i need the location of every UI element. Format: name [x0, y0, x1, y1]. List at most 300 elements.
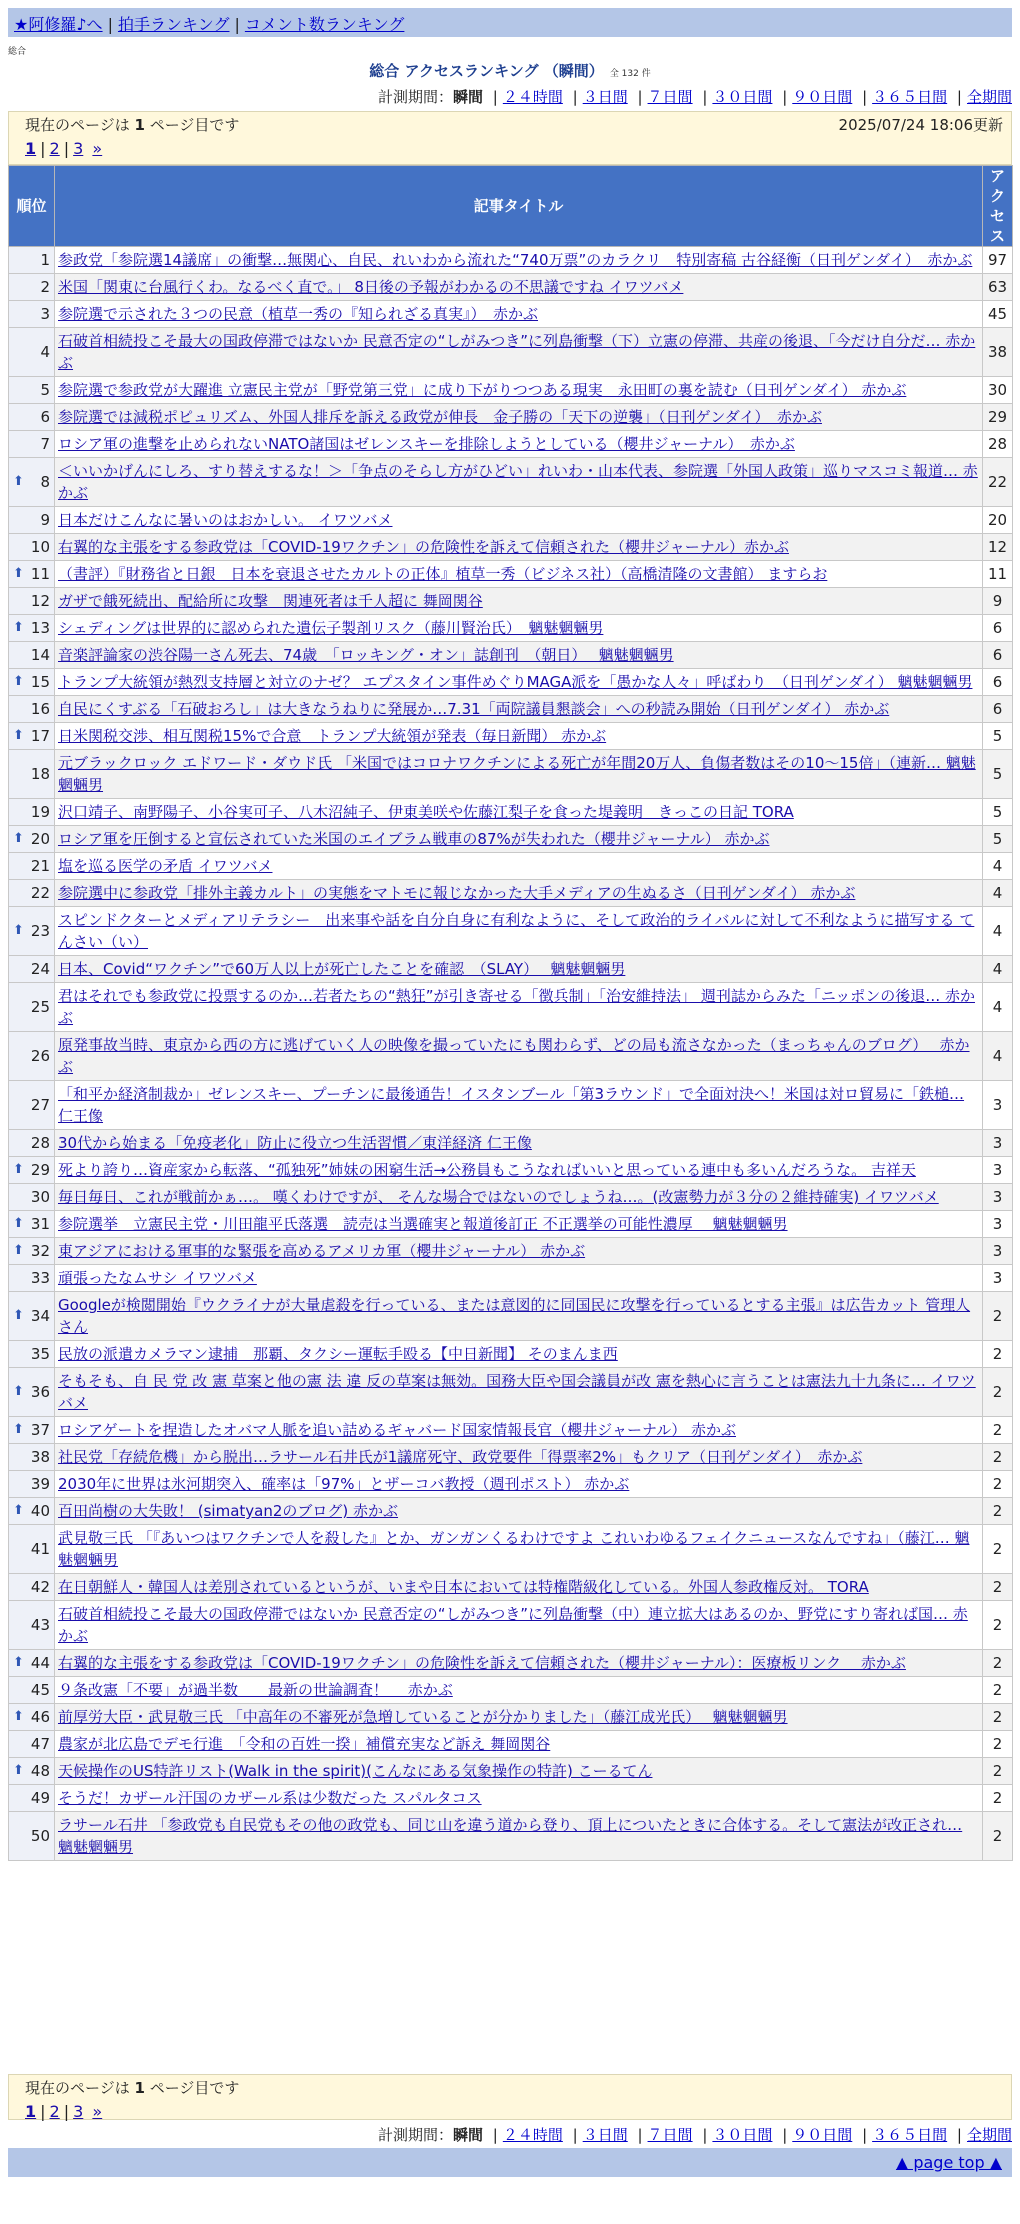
rank-up-arrow-icon: ⬆ [13, 1655, 24, 1670]
nav-link-asyura[interactable]: ★阿修羅♪へ [14, 15, 103, 34]
access-count: 5 [983, 826, 1013, 853]
pager-page-3[interactable]: 3 [73, 139, 84, 158]
rank-cell [9, 1292, 55, 1341]
access-count: 3 [983, 1130, 1013, 1157]
period-90d[interactable]: ９０日間 [792, 2126, 853, 2144]
article-link[interactable]: 塩を巡る医学の矛盾 イワツバメ [58, 857, 273, 875]
rank-cell [9, 853, 55, 880]
nav-separator: | [234, 15, 240, 34]
rank-cell [9, 907, 55, 956]
access-count: 3 [983, 1265, 1013, 1292]
article-link[interactable]: 日本、Covid“ワクチン”で60万人以上が死亡したことを確認 （SLAY） 魑魅魍魎男 [58, 960, 626, 978]
rank-cell [9, 1758, 55, 1785]
article-link[interactable]: スピンドクターとメディアリテラシー 出来事や話を自分自身に有利なように、そして政治的ライバルに対して不利なように描写する てんさい（い） [58, 911, 975, 951]
article-link[interactable]: 参院選中に参政党「排外主義カルト」の実態をマトモに報じなかった大手メディアの生ぬるさ（日刊ゲンダイ） 赤かぶ [58, 884, 856, 902]
period-current: 瞬間 [452, 88, 483, 106]
period-90d[interactable]: ９０日間 [792, 88, 853, 106]
rank-number: 36 [30, 1383, 50, 1401]
rank-number: 33 [30, 1269, 50, 1287]
rank-number: 18 [30, 765, 50, 783]
rank-number: 26 [30, 1047, 50, 1065]
title-cell [55, 1444, 983, 1471]
table-row [9, 983, 1013, 1032]
title-cell [55, 642, 983, 669]
title-cell [55, 301, 983, 328]
rank-cell [9, 1341, 55, 1368]
rank-cell [9, 1081, 55, 1130]
access-count: 45 [983, 301, 1013, 328]
table-row [9, 1785, 1013, 1812]
title-cell [55, 431, 983, 458]
rank-cell [9, 458, 55, 507]
title-cell [55, 1498, 983, 1525]
period-3d[interactable]: ３日間 [582, 2126, 628, 2144]
pager-next[interactable]: » [92, 2102, 103, 2121]
period-selector-top: 計測期間：瞬間 | ２４時間 | ３日間 | ７日間 | ３０日間 | ９０日間 | ３６５日間 | 全期間 [377, 88, 1012, 106]
rank-number: 40 [30, 1502, 50, 1520]
rank-up-arrow-icon: ⬆ [13, 620, 24, 635]
title-cell [55, 1238, 983, 1265]
table-row [9, 328, 1013, 377]
rank-cell [9, 1650, 55, 1677]
access-count: 3 [983, 1211, 1013, 1238]
article-link[interactable]: ＜いいかげんにしろ、すり替えするな！＞「争点のそらし方がひどい」れいわ・山本代表、参院選「外国人政策」巡りマスコミ報道… 赤かぶ [58, 462, 978, 502]
rank-number: 35 [30, 1345, 50, 1363]
page-info-prefix: 現在のページは [25, 2079, 130, 2097]
rank-cell [9, 880, 55, 907]
access-count: 4 [983, 1032, 1013, 1081]
nav-link-applause-ranking[interactable]: 拍手ランキング [117, 15, 230, 34]
rank-cell [9, 1238, 55, 1265]
access-count: 28 [983, 431, 1013, 458]
table-row [9, 1292, 1013, 1341]
article-link[interactable]: 百田尚樹の大失敗！ (simatyan2のブログ) 赤かぶ [58, 1502, 399, 1520]
title-cell [55, 274, 983, 301]
rank-number: 48 [30, 1762, 50, 1780]
period-current: 瞬間 [452, 2126, 483, 2144]
rank-number: 9 [40, 511, 50, 529]
rank-cell [9, 826, 55, 853]
title-cell [55, 1704, 983, 1731]
table-row [9, 907, 1013, 956]
page-top-link[interactable]: ▲ page top ▲ [895, 2153, 1002, 2172]
title-cell [55, 1650, 983, 1677]
rank-cell [9, 274, 55, 301]
rank-cell [9, 404, 55, 431]
rank-number: 32 [30, 1242, 50, 1260]
article-link[interactable]: 死より誇り…資産家から転落、“孤独死”姉妹の困窮生活→公務員もこうなればいいと思っている連中も多いんだろうな。 吉祥天 [58, 1161, 916, 1179]
title-cell [55, 1130, 983, 1157]
access-count: 2 [983, 1758, 1013, 1785]
rank-cell [9, 1417, 55, 1444]
table-row [9, 1184, 1013, 1211]
table-row [9, 799, 1013, 826]
rank-cell [9, 1157, 55, 1184]
article-link[interactable]: シェディングは世界的に認められた遺伝子製剤リスク（藤川賢治氏） 魑魅魍魎男 [58, 619, 604, 637]
rank-number: 7 [40, 435, 50, 453]
ranking-title-wrap [0, 60, 1020, 81]
access-count: 3 [983, 1081, 1013, 1130]
article-link[interactable]: 東アジアにおける軍事的な緊張を高めるアメリカ軍（櫻井ジャーナル） 赤かぶ [58, 1242, 586, 1260]
article-link[interactable]: 参院選挙 立憲民主党・川田龍平氏落選 読売は当選確実と報道後訂正 不正選挙の可能性濃厚 魑魅魍魎男 [58, 1215, 788, 1233]
access-count: 2 [983, 1601, 1013, 1650]
table-row [9, 956, 1013, 983]
rank-number: 31 [30, 1215, 50, 1233]
access-count: 2 [983, 1785, 1013, 1812]
table-row [9, 1081, 1013, 1130]
title-cell [55, 907, 983, 956]
table-row [9, 1650, 1013, 1677]
article-link[interactable]: ラサール石井 「参政党も自民党もその他の政党も、同じ山を違う道から登り、頂上についたときに合体する。そして憲法が改正され… 魑魅魍魎男 [58, 1816, 963, 1856]
article-link[interactable]: 毎日毎日、これが戦前かぁ…。 嘆くわけですが、 そんな場合ではないのでしょうね…。(改憲勢力が３分の２維持確実) イワツバメ [58, 1188, 939, 1206]
table-row [9, 642, 1013, 669]
rank-up-arrow-icon: ⬆ [13, 831, 24, 846]
article-link[interactable]: 2030年に世界は氷河期突入、確率は「97%」とザーコバ教授（週刊ポスト） 赤かぶ [58, 1475, 630, 1493]
table-row [9, 880, 1013, 907]
rank-number: 10 [30, 538, 50, 556]
rank-number: 49 [30, 1789, 50, 1807]
rank-cell [9, 1677, 55, 1704]
article-link[interactable]: 社民党「存続危機」から脱出…ラサール石井氏が1議席死守、政党要件「得票率2%」もクリア（日刊ゲンダイ） 赤かぶ [58, 1448, 863, 1466]
title-cell [55, 1471, 983, 1498]
access-count: 4 [983, 853, 1013, 880]
rank-number: 3 [40, 305, 50, 323]
title-cell [55, 1265, 983, 1292]
rank-number: 27 [30, 1096, 50, 1114]
rank-number: 17 [30, 727, 50, 745]
access-count: 9 [983, 588, 1013, 615]
access-count: 6 [983, 615, 1013, 642]
rank-number: 39 [30, 1475, 50, 1493]
title-cell [55, 799, 983, 826]
rank-number: 21 [30, 857, 50, 875]
rank-number: 2 [40, 278, 50, 296]
table-row [9, 1265, 1013, 1292]
table-row [9, 301, 1013, 328]
title-cell [55, 723, 983, 750]
access-count: 97 [983, 247, 1013, 274]
rank-cell [9, 588, 55, 615]
ranking-title: 総合 アクセスランキング （瞬間） [369, 62, 604, 80]
table-row [9, 1417, 1013, 1444]
table-row [9, 588, 1013, 615]
table-row [9, 723, 1013, 750]
page-info-number: 1 [134, 2079, 145, 2097]
access-count: 5 [983, 723, 1013, 750]
pager-page-3[interactable]: 3 [73, 2102, 84, 2121]
title-cell [55, 1574, 983, 1601]
period-selector-bottom: 計測期間：瞬間 | ２４時間 | ３日間 | ７日間 | ３０日間 | ９０日間 | ３６５日間 | 全期間 [377, 2126, 1012, 2144]
article-link[interactable]: 参院選では減税ポピュリズム、外国人排斥を訴える政党が伸長 金子勝の「天下の逆襲」（日刊ゲンダイ） 赤かぶ [58, 408, 822, 426]
table-row [9, 247, 1013, 274]
article-link[interactable]: 自民にくすぶる「石破おろし」は大きなうねりに発展か…7.31「両院議員懇談会」への秒読み開始（日刊ゲンダイ） 赤かぶ [58, 700, 890, 718]
article-link[interactable]: ガザで餓死続出、配給所に攻撃 関連死者は千人超に 舞岡関谷 [58, 592, 483, 610]
table-header-row [9, 166, 1013, 247]
rank-up-arrow-icon: ⬆ [13, 1503, 24, 1518]
rank-number: 4 [40, 343, 50, 361]
title-cell [55, 561, 983, 588]
period-all[interactable]: 全期間 [966, 88, 1012, 106]
table-row [9, 669, 1013, 696]
table-row [9, 1812, 1013, 1861]
title-cell [55, 956, 983, 983]
period-7d[interactable]: ７日間 [647, 2126, 693, 2144]
rank-number: 20 [30, 830, 50, 848]
title-cell [55, 1081, 983, 1130]
article-link[interactable]: 石破首相続投こそ最大の国政停滞ではないか 民意否定の“しがみつき”に列島衝撃（中）連立拡大はあるのか、野党にすり寄れば国… 赤かぶ [58, 1605, 968, 1645]
period-3d[interactable]: ３日間 [582, 88, 628, 106]
pager-page-2[interactable]: 2 [49, 139, 60, 158]
rank-cell [9, 377, 55, 404]
rank-number: 14 [30, 646, 50, 664]
article-link[interactable]: 在日朝鮮人・韓国人は差別されているというが、いまや日本においては特権階級化している。外国人参政権反対。 TORA [58, 1578, 869, 1596]
article-link[interactable]: 米国「関東に台風行くわ。なるべく直で。」 8日後の予報がわかるの不思議ですね イワツバメ [58, 278, 684, 296]
rank-number: 42 [30, 1578, 50, 1596]
rank-cell [9, 1130, 55, 1157]
rank-up-arrow-icon: ⬆ [13, 566, 24, 581]
rank-cell [9, 983, 55, 1032]
access-count: 2 [983, 1292, 1013, 1341]
rank-number: 1 [40, 251, 50, 269]
rank-number: 50 [30, 1827, 50, 1845]
table-row [9, 274, 1013, 301]
period-30d[interactable]: ３０日間 [712, 2126, 773, 2144]
rank-number: 16 [30, 700, 50, 718]
article-link[interactable]: ９条改憲「不要」が過半数 最新の世論調査！ 赤かぶ [58, 1681, 453, 1699]
page-info-number: 1 [134, 116, 145, 134]
pager-page-1[interactable]: 1 [25, 2102, 37, 2121]
article-link[interactable]: 武見敬三氏 「『あいつはワクチンで人を殺した』とか、ガンガンくるわけですよ これいわゆるフェイクニュースなんですね」（藤江… 魑魅魍魎男 [58, 1529, 970, 1569]
access-count: 6 [983, 696, 1013, 723]
page-info-top [8, 111, 1012, 165]
top-navigation-bar [8, 8, 1012, 37]
article-link[interactable]: そもそも、自 民 党 改 憲 草案と他の憲 法 違 反の草案は無効。国務大臣や国会議員が改 憲を熱心に言うことは憲法九十九条に… イワツバメ [58, 1372, 976, 1412]
rank-cell [9, 723, 55, 750]
article-link[interactable]: ロシア軍の進撃を止められないNATO諸国はゼレンスキーを排除しようとしている（櫻井ジャーナル） 赤かぶ [58, 435, 795, 453]
page-info-suffix: ページ目です [149, 116, 240, 134]
table-row [9, 826, 1013, 853]
access-count: 4 [983, 956, 1013, 983]
access-count: 2 [983, 1704, 1013, 1731]
pager-page-1[interactable]: 1 [25, 139, 37, 158]
title-cell [55, 404, 983, 431]
article-link[interactable]: 原発事故当時、東京から西の方に逃げていく人の映像を撮っていたにも関わらず、どの局も流さなかった（まっちゃんのブログ） 赤かぶ [58, 1036, 970, 1076]
access-count: 3 [983, 1157, 1013, 1184]
table-row [9, 853, 1013, 880]
article-link[interactable]: 30代から始まる「免疫老化」防止に役立つ生活習慣／東洋経済 仁王像 [58, 1134, 532, 1152]
rank-number: 47 [30, 1735, 50, 1753]
access-count: 22 [983, 458, 1013, 507]
article-link[interactable]: ロシアゲートを捏造したオバマ人脈を追い詰めるギャバード国家情報長官（櫻井ジャーナル） 赤かぶ [58, 1421, 736, 1439]
access-count: 2 [983, 1677, 1013, 1704]
rank-cell [9, 696, 55, 723]
access-count: 2 [983, 1525, 1013, 1574]
article-link[interactable]: 「和平か経済制裁か」ゼレンスキー、プーチンに最後通告！イスタンブール「第3ラウンド」で全面対決へ！米国は対ロ貿易に「鉄槌… 仁王像 [58, 1085, 965, 1125]
pager-bottom: 1 | 2 | 3 » [25, 2102, 103, 2121]
access-count: 2 [983, 1812, 1013, 1861]
access-count: 38 [983, 328, 1013, 377]
rank-cell [9, 1265, 55, 1292]
table-row [9, 404, 1013, 431]
article-link[interactable]: 頑張ったなムサシ イワツバメ [58, 1269, 257, 1287]
rank-up-arrow-icon: ⬆ [13, 1243, 24, 1258]
article-link[interactable]: 日本だけこんなに暑いのはおかしい。 イワツバメ [58, 511, 393, 529]
table-row [9, 1471, 1013, 1498]
period-7d[interactable]: ７日間 [647, 88, 693, 106]
table-row [9, 1601, 1013, 1650]
rank-up-arrow-icon: ⬆ [13, 728, 24, 743]
rank-number: 23 [30, 922, 50, 940]
title-cell [55, 377, 983, 404]
access-count: 11 [983, 561, 1013, 588]
article-link[interactable]: Googleが検閲開始『ウクライナが大量虐殺を行っている、または意図的に同国民に攻撃を行っているとする主張』は広告カット 管理人さん [58, 1296, 971, 1336]
period-label: 計測期間： [377, 88, 453, 106]
pager-next[interactable]: » [92, 139, 103, 158]
access-count: 4 [983, 880, 1013, 907]
period-24h[interactable]: ２４時間 [502, 2126, 563, 2144]
access-count: 29 [983, 404, 1013, 431]
article-link[interactable]: 右翼的な主張をする参政党は「COVID-19ワクチン」の危険性を訴えて信頼された（櫻井ジャーナル）：医療板リンク 赤かぶ [58, 1654, 906, 1672]
period-24h[interactable]: ２４時間 [502, 88, 563, 106]
access-count: 2 [983, 1574, 1013, 1601]
category-label: 総合 [8, 47, 27, 57]
article-link[interactable]: 日米関税交渉、相互関税15%で合意 トランプ大統領が発表（毎日新聞） 赤かぶ [58, 727, 607, 745]
rank-number: 34 [30, 1307, 50, 1325]
title-cell [55, 669, 983, 696]
rank-number: 12 [30, 592, 50, 610]
rank-cell [9, 1368, 55, 1417]
article-link[interactable]: 前厚労大臣・武見敬三氏 「中高年の不審死が急増していることが分かりました」（藤江成光氏） 魑魅魍魎男 [58, 1708, 788, 1726]
table-row [9, 1444, 1013, 1471]
title-cell [55, 1812, 983, 1861]
article-link[interactable]: 天候操作のUS特許リスト(Walk in the spirit)(こんなにある気象操作の特許) こーるてん [58, 1762, 653, 1780]
rank-up-arrow-icon: ⬆ [13, 674, 24, 689]
article-link[interactable]: （書評）『財務省と日銀 日本を衰退させたカルトの正体』植草一秀（ビジネス社）（高橋清隆の文書館） ますらお [58, 565, 828, 583]
title-cell [55, 1292, 983, 1341]
table-row [9, 431, 1013, 458]
table-row [9, 561, 1013, 588]
rank-number: 46 [30, 1708, 50, 1726]
article-link[interactable]: 音楽評論家の渋谷陽一さん死去、74歳 「ロッキング・オン」誌創刊 （朝日） 魑魅魍魎男 [58, 646, 674, 664]
title-cell [55, 880, 983, 907]
title-cell [55, 1731, 983, 1758]
rank-number: 24 [30, 960, 50, 978]
rank-number: 30 [30, 1188, 50, 1206]
article-link[interactable]: 農家が北広島でデモ行進 「令和の百姓一揆」補償充実など訴え 舞岡関谷 [58, 1735, 551, 1753]
rank-cell [9, 301, 55, 328]
article-link[interactable]: 沢口靖子、南野陽子、小谷実可子、八木沼純子、伊東美咲や佐藤江梨子を食った堤義明 きっこの日記 TORA [58, 803, 794, 821]
title-cell [55, 1157, 983, 1184]
article-link[interactable]: 参院選で参政党が大躍進 立憲民主党が「野党第三党」に成り下がりつつある現実 永田町の裏を読む（日刊ゲンダイ） 赤かぶ [58, 381, 907, 399]
rank-number: 15 [30, 673, 50, 691]
table-row [9, 1574, 1013, 1601]
title-cell [55, 507, 983, 534]
title-cell [55, 853, 983, 880]
rank-up-arrow-icon: ⬆ [13, 923, 24, 938]
rank-up-arrow-icon: ⬆ [13, 1709, 24, 1724]
table-row [9, 1758, 1013, 1785]
period-all[interactable]: 全期間 [966, 2126, 1012, 2144]
total-count: 全 132 件 [609, 69, 651, 79]
access-count: 2 [983, 1341, 1013, 1368]
article-link[interactable]: トランプ大統領が熱烈支持層と対立のナゼ？ エプスタイン事件めぐりMAGA派を「愚かな人々」呼ばわり （日刊ゲンダイ） 魑魅魍魎男 [58, 673, 973, 691]
rank-cell [9, 1032, 55, 1081]
rank-up-arrow-icon: ⬆ [13, 1308, 24, 1323]
rank-cell [9, 1498, 55, 1525]
access-count: 20 [983, 507, 1013, 534]
nav-separator: | [107, 15, 113, 34]
article-link[interactable]: 君はそれでも参政党に投票するのか…若者たちの“熱狂”が引き寄せる「徴兵制」「治安維持法」 週刊誌からみた「ニッポンの後退… 赤かぶ [58, 987, 975, 1027]
rank-cell [9, 1704, 55, 1731]
pager-page-2[interactable]: 2 [49, 2102, 60, 2121]
table-row [9, 1677, 1013, 1704]
access-count: 12 [983, 534, 1013, 561]
table-row [9, 1130, 1013, 1157]
period-30d[interactable]: ３０日間 [712, 88, 773, 106]
title-cell [55, 696, 983, 723]
table-row [9, 534, 1013, 561]
access-count: 63 [983, 274, 1013, 301]
page-info-suffix: ページ目です [149, 2079, 240, 2097]
rank-number: 25 [30, 998, 50, 1016]
access-count: 6 [983, 669, 1013, 696]
access-count: 2 [983, 1471, 1013, 1498]
rank-cell [9, 1525, 55, 1574]
article-link[interactable]: 参政党「参院選14議席」の衝撃…無関心、自民、れいわから流れた“740万票”のカラクリ 特別寄稿 古谷経衡（日刊ゲンダイ） 赤かぶ [58, 251, 973, 269]
title-cell [55, 1341, 983, 1368]
access-count: 2 [983, 1368, 1013, 1417]
table-row [9, 696, 1013, 723]
table-row [9, 458, 1013, 507]
table-row [9, 1704, 1013, 1731]
rank-cell [9, 642, 55, 669]
access-count: 2 [983, 1417, 1013, 1444]
rank-cell [9, 1574, 55, 1601]
access-count: 2 [983, 1650, 1013, 1677]
rank-number: 13 [30, 619, 50, 637]
article-link[interactable]: 参院選で示された３つの民意（植草一秀の『知られざる真実』） 赤かぶ [58, 305, 539, 323]
rank-up-arrow-icon: ⬆ [13, 1763, 24, 1778]
rank-up-arrow-icon: ⬆ [13, 1162, 24, 1177]
table-row [9, 1211, 1013, 1238]
table-row [9, 377, 1013, 404]
period-365d[interactable]: ３６５日間 [872, 2126, 948, 2144]
nav-link-comment-ranking[interactable]: コメント数ランキング [244, 15, 405, 34]
article-link[interactable]: 元ブラックロック エドワード・ダウド氏 「米国ではコロナワクチンによる死亡が年間20万人、負傷者数はその10〜15倍」（連新… 魑魅魍魎男 [58, 754, 976, 794]
access-count: 6 [983, 642, 1013, 669]
article-link[interactable]: 石破首相続投こそ最大の国政停滞ではないか 民意否定の“しがみつき”に列島衝撃（下）立憲の停滞、共産の後退、「今だけ自分だ… 赤かぶ [58, 332, 976, 372]
article-link[interactable]: そうだ！カザール汗国のカザール系は少数だった スパルタコス [58, 1789, 482, 1807]
rank-cell [9, 561, 55, 588]
rank-cell [9, 1471, 55, 1498]
title-cell [55, 1601, 983, 1650]
pager-top: 1 | 2 | 3 » [25, 139, 103, 158]
article-link[interactable]: 民放の派遣カメラマン逮捕 那覇、タクシー運転手殴る【中日新聞】 そのまんま西 [58, 1345, 618, 1363]
rank-number: 38 [30, 1448, 50, 1466]
article-link[interactable]: 右翼的な主張をする参政党は「COVID-19ワクチン」の危険性を訴えて信頼された（櫻井ジャーナル）赤かぶ [58, 538, 789, 556]
table-row [9, 750, 1013, 799]
rank-cell [9, 750, 55, 799]
title-cell [55, 983, 983, 1032]
access-count: 2 [983, 1731, 1013, 1758]
title-cell [55, 1184, 983, 1211]
rank-cell [9, 1812, 55, 1861]
article-link[interactable]: ロシア軍を圧倒すると宣伝されていた米国のエイブラム戦車の87%が失われた（櫻井ジャーナル） 赤かぶ [58, 830, 770, 848]
rank-cell [9, 1731, 55, 1758]
access-count: 2 [983, 1498, 1013, 1525]
title-cell [55, 1758, 983, 1785]
period-365d[interactable]: ３６５日間 [872, 88, 948, 106]
